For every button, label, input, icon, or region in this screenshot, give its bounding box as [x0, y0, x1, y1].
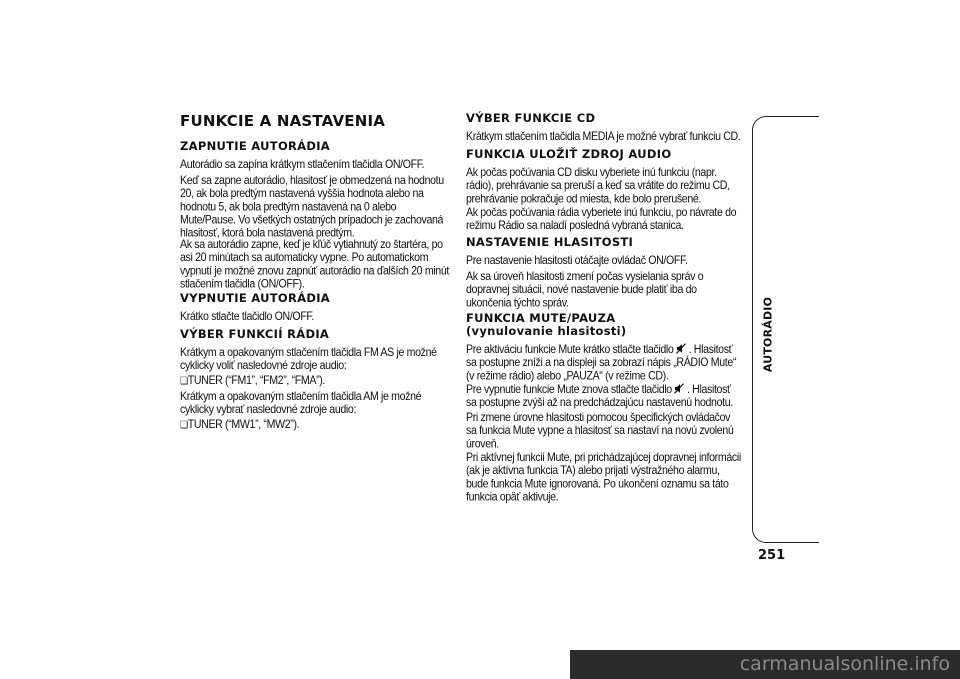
paragraph: Ak počas počúvania rádia vyberiete inú funkciu, po návrate do režimu Rádio sa naladí posledná vybraná stanica. [466, 206, 737, 233]
paragraph: Krátkym a opakovaným stlačením tlačidla FM AS je možné cyklicky voliť nasledovné zdroje audio: [180, 346, 437, 373]
section-heading-save-source: FUNKCIA ULOŽIŤ ZDROJ AUDIO [466, 147, 672, 161]
chapter-tab-label: AUTORÁDIO [761, 296, 775, 373]
page-number: 251 [758, 548, 786, 563]
paragraph: Pri aktívnej funkcii Mute, pri prichádzajúcej dopravnej informácii (ak je aktívna funkcia TA) alebo prijatí výstražného alarmu, bude funkcia Mute ignorovaná. Po ukončení oznamu sa táto funkcia opäť aktivuje. [466, 451, 741, 504]
mute-speaker-icon [674, 383, 684, 394]
paragraph: Ak sa úroveň hlasitosti zmení počas vysielania správ o dopravnej situácii, nové nastavenie bude platiť iba do ukončenia týchto správ. [466, 270, 704, 310]
paragraph: Pre vypnutie funkcie Mute znova stlačte tlačidlo . Hlasitosť sa postupne zvýši až na predchádzajúcu nastavenú hodnotu. [466, 383, 733, 410]
section-heading-power-on: ZAPNUTIE AUTORÁDIA [180, 139, 330, 153]
paragraph: Autorádio sa zapína krátkym stlačením tlačidla ON/OFF. [180, 158, 425, 172]
paragraph: Krátkym a opakovaným stlačením tlačidla AM je možné cyklicky vybrať nasledovné zdroje audio: [180, 390, 422, 417]
section-heading-mute [466, 312, 741, 338]
paragraph: Pre aktiváciu funkcie Mute krátko stlačte tlačidlo . Hlasitosť sa postupne zníži a na displeji sa zobrazí nápis „RÁDIO Mute“ (v režime rádio) alebo „PAUZA“ (v režime CD). [466, 343, 737, 383]
mute-heading-subtitle: (vynulovanie hlasitosti) [466, 324, 627, 338]
paragraph: Krátko stlačte tlačidlo ON/OFF. [180, 310, 314, 324]
chapter-tab [758, 290, 778, 380]
paragraph: Pre nastavenie hlasitosti otáčajte ovládač ON/OFF. [466, 254, 688, 268]
right-column [466, 112, 741, 503]
bullet-item: ❏ TUNER (“MW1”, “MW2”). [180, 418, 450, 431]
main-heading: FUNKCIE A NASTAVENIA [180, 112, 386, 130]
paragraph: Pri zmene úrovne hlasitosti pomocou špecifických ovládačov sa funkcia Mute vypne a hlasitosť sa nastaví na novú zvolenú úroveň. [466, 411, 734, 451]
mute-heading-title: FUNKCIA MUTE/PAUZA [466, 311, 616, 325]
section-heading-radio-functions: VÝBER FUNKCIÍ RÁDIA [180, 327, 330, 341]
section-heading-cd: VÝBER FUNKCIE CD [466, 111, 596, 125]
mute-speaker-icon [676, 343, 686, 354]
paragraph: Krátkym stlačením tlačidla MEDIA je možné vybrať funkciu CD. [466, 130, 741, 144]
left-column [180, 112, 450, 434]
paragraph: Keď sa zapne autorádio, hlasitosť je obmedzená na hodnotu 20, ak bola predtým nastavená vyššia hodnota alebo na hodnotu 5, ak bola predtým nastavená na 0 alebo Mute/Pause. Vo všetkých ostatných prípadoch je zachovaná hlasitosť, ktorá bola nastavená predtým. [180, 174, 444, 240]
paragraph: Ak sa autorádio zapne, keď je kľúč vytiahnutý zo štartéra, po asi 20 minútach sa automaticky vypne. Po automatickom vypnutí je možné znovu zapnúť autorádio na ďalších 20 minút stlačením tlačidla (ON/OFF). [180, 238, 449, 291]
section-heading-power-off: VYPNUTIE AUTORÁDIA [180, 291, 330, 305]
bullet-item: ❏ TUNER (“FM1”, “FM2”, “FMA”). [180, 374, 450, 387]
section-heading-volume: NASTAVENIE HLASITOSTI [466, 235, 634, 249]
watermark: carmanualsonline.info [570, 650, 960, 679]
paragraph: Ak počas počúvania CD disku vyberiete inú funkciu (napr. rádio), prehrávanie sa preruší a keď sa vrátite do režimu CD, prehrávanie pokračuje od miesta, kde bolo prerušené. [466, 166, 730, 206]
